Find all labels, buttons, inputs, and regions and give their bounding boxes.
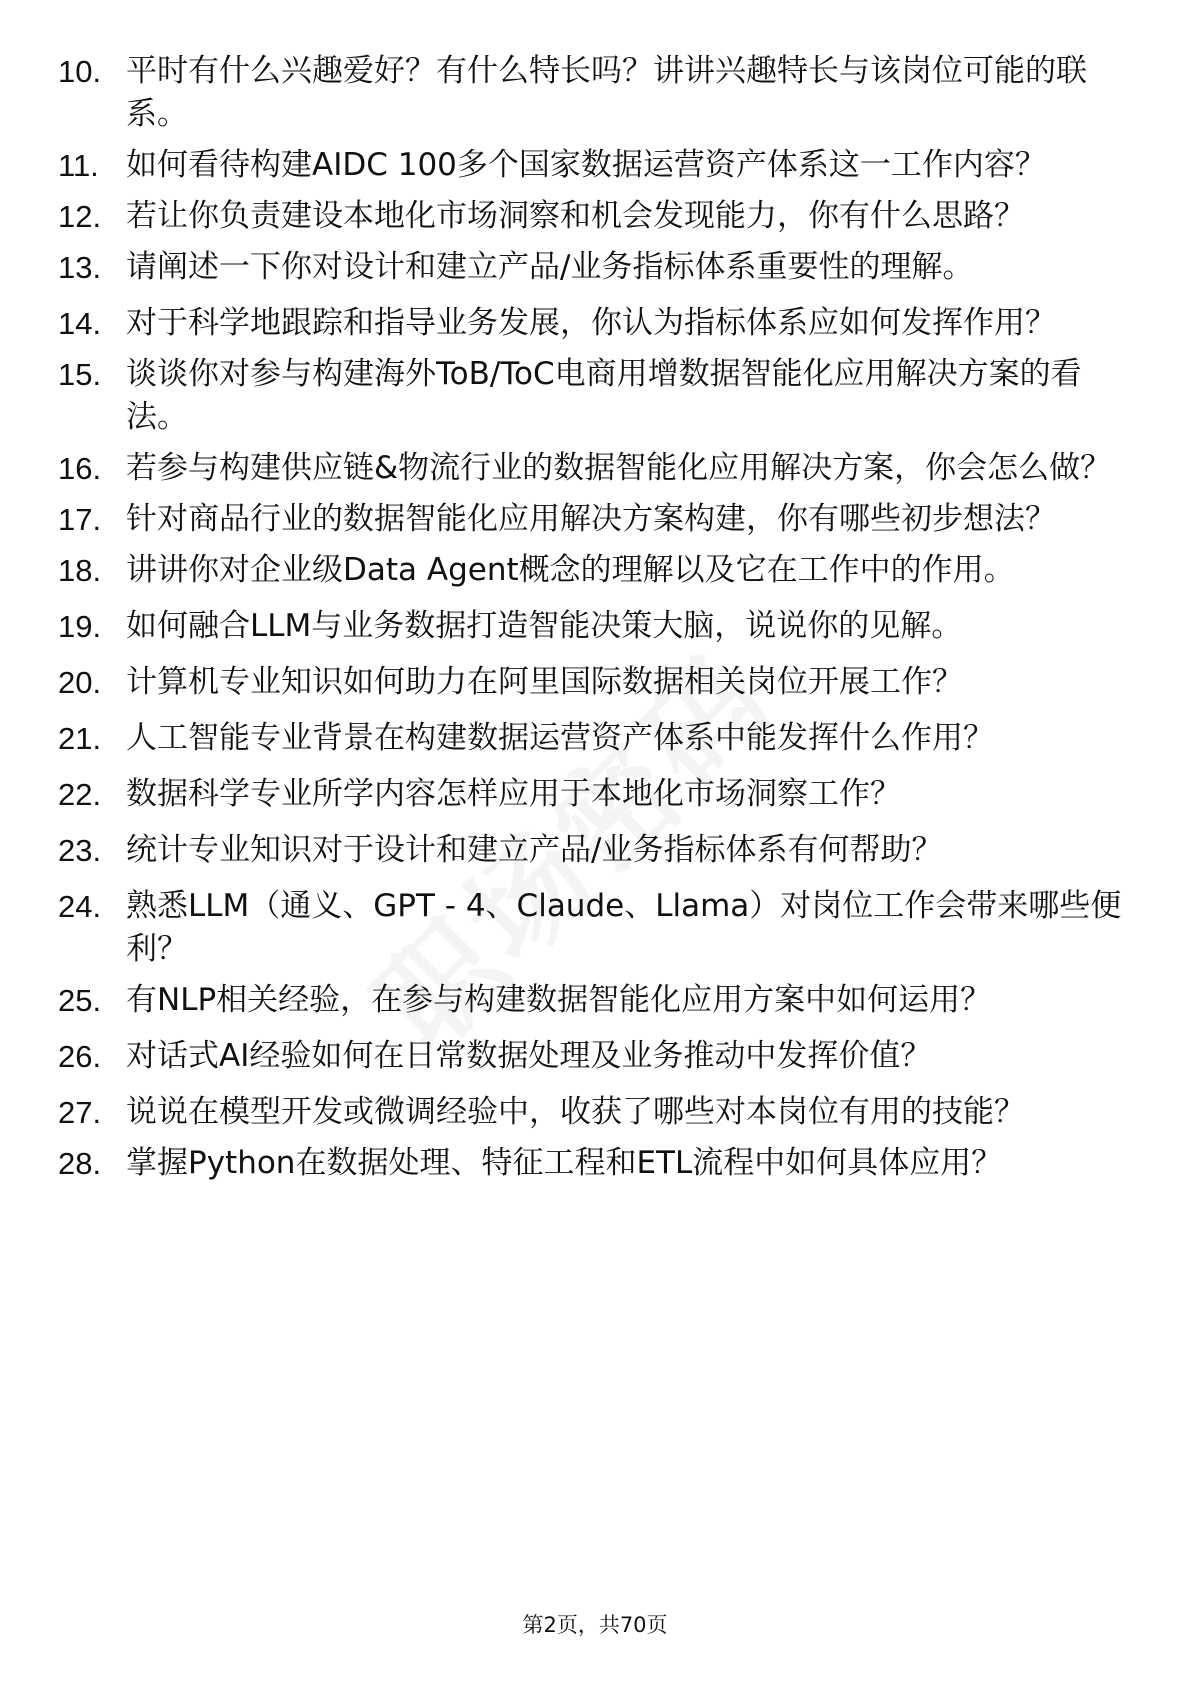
question-text: 掌握Python在数据处理、特征工程和ETL流程中如何具体应用？: [126, 1145, 1003, 1181]
question-text: 平时有什么兴趣爱好？有什么特长吗？讲讲兴趣特长与该岗位可能的联系。: [126, 53, 1087, 132]
question-list: [0, 50, 1190, 1198]
question-text: 若参与构建供应链&物流行业的数据智能化应用解决方案，你会怎么做？: [126, 450, 1112, 486]
question-number: 16.: [58, 451, 102, 486]
question-number: 24.: [58, 889, 102, 924]
question-text: 有NLP相关经验，在参与构建数据智能化应用方案中如何运用？: [126, 982, 992, 1018]
question-text: 如何融合LLM与业务数据打造智能决策大脑，说说你的见解。: [126, 608, 963, 644]
question-number: 14.: [58, 306, 102, 341]
question-item: [0, 144, 1190, 187]
question-number: 23.: [58, 833, 102, 868]
question-item: [0, 1035, 1190, 1078]
question-number: 25.: [58, 983, 102, 1018]
question-text: 针对商品行业的数据智能化应用解决方案构建，你有哪些初步想法？: [126, 501, 1056, 537]
question-number: 27.: [58, 1095, 102, 1130]
question-text: 讲讲你对企业级Data Agent概念的理解以及它在工作中的作用。: [126, 552, 1015, 588]
question-text: 说说在模型开发或微调经验中，收获了哪些对本岗位有用的技能？: [126, 1094, 1025, 1130]
question-text: 若让你负责建设本地化市场洞察和机会发现能力，你有什么思路？: [126, 198, 1025, 234]
question-item: [0, 195, 1190, 238]
question-number: 13.: [58, 250, 102, 285]
question-item: [0, 773, 1190, 816]
question-text: 谈谈你对参与构建海外ToB/ToC电商用增数据智能化应用解决方案的看法。: [126, 356, 1082, 435]
question-number: 20.: [58, 665, 102, 700]
question-item: [0, 717, 1190, 760]
question-number: 10.: [58, 54, 102, 89]
question-number: 26.: [58, 1039, 102, 1074]
question-text: 对话式AI经验如何在日常数据处理及业务推动中发挥价值？: [126, 1038, 932, 1074]
question-item: [0, 885, 1190, 971]
question-item: [0, 605, 1190, 648]
question-text: 计算机专业知识如何助力在阿里国际数据相关岗位开展工作？: [126, 664, 963, 700]
question-item: [0, 447, 1190, 490]
question-number: 19.: [58, 609, 102, 644]
question-text: 请阐述一下你对设计和建立产品/业务指标体系重要性的理解。: [126, 249, 974, 285]
question-number: 17.: [58, 502, 102, 537]
question-item: [0, 1142, 1190, 1185]
question-text: 统计专业知识对于设计和建立产品/业务指标体系有何帮助？: [126, 832, 943, 868]
question-text: 人工智能专业背景在构建数据运营资产体系中能发挥什么作用？: [126, 720, 994, 756]
question-number: 28.: [58, 1146, 102, 1181]
question-number: 21.: [58, 721, 102, 756]
question-number: 18.: [58, 553, 102, 588]
question-number: 22.: [58, 777, 102, 812]
question-text: 对于科学地跟踪和指导业务发展，你认为指标体系应如何发挥作用？: [126, 305, 1056, 341]
question-text: 数据科学专业所学内容怎样应用于本地化市场洞察工作？: [126, 776, 901, 812]
question-item: [0, 302, 1190, 345]
question-item: [0, 50, 1190, 136]
question-item: [0, 498, 1190, 541]
question-item: [0, 661, 1190, 704]
question-item: [0, 829, 1190, 872]
question-item: [0, 246, 1190, 289]
question-item: [0, 1091, 1190, 1134]
question-item: [0, 549, 1190, 592]
question-text: 熟悉LLM（通义、GPT - 4、Claude、Llama）对岗位工作会带来哪些便利？: [126, 888, 1122, 967]
page-footer: 第2页，共70页: [522, 1613, 668, 1637]
question-number: 15.: [58, 357, 102, 392]
question-text: 如何看待构建AIDC 100多个国家数据运营资产体系这一工作内容？: [126, 147, 1046, 183]
question-item: [0, 979, 1190, 1022]
question-number: 12.: [58, 199, 102, 234]
question-item: [0, 353, 1190, 439]
question-number: 11.: [58, 148, 99, 183]
